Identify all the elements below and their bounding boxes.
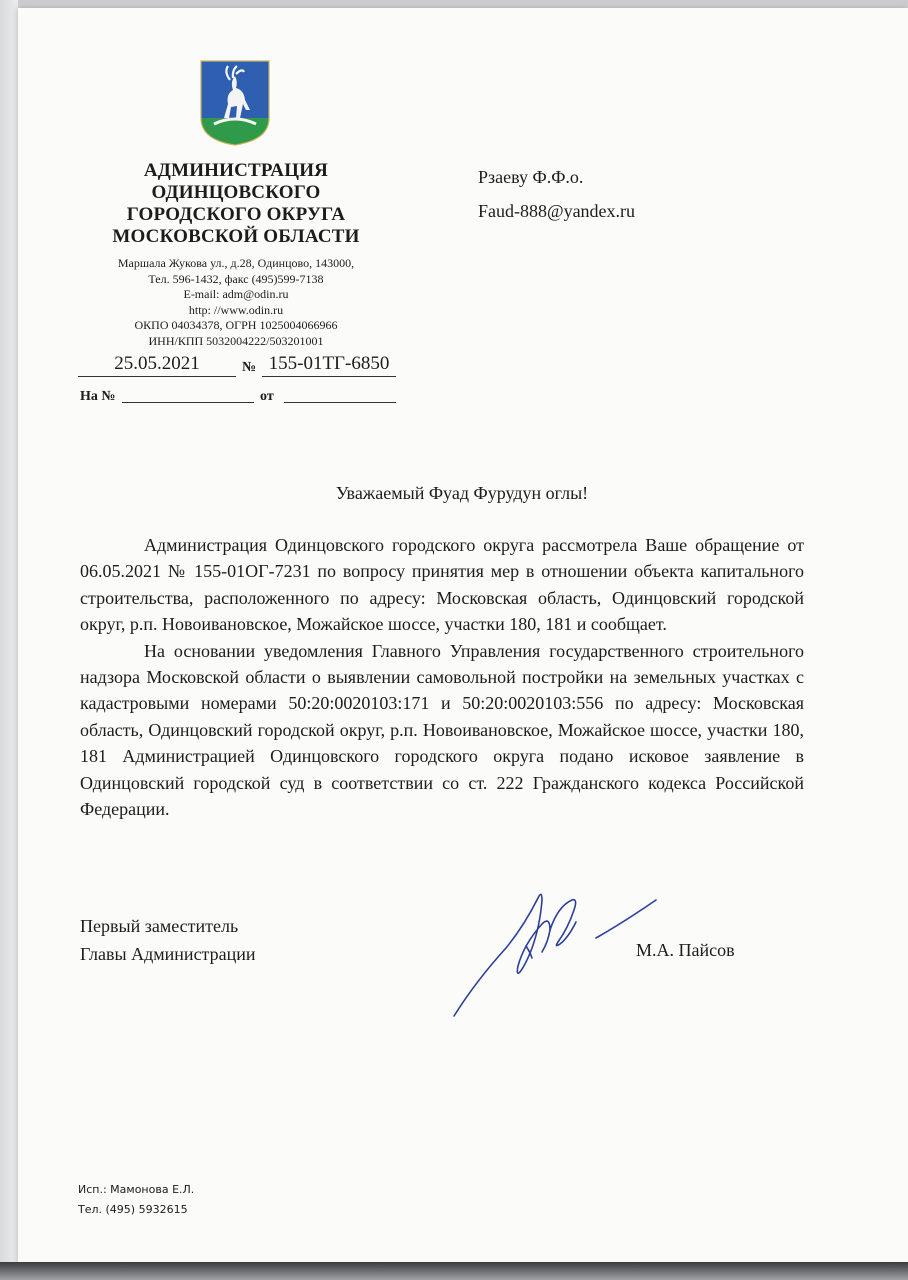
- reply-to-number-label: На №: [80, 389, 116, 404]
- executor-phone: Тел. (495) 5932615: [78, 1203, 188, 1216]
- handwritten-signature: [446, 886, 666, 1022]
- registration-number-label: №: [242, 360, 257, 375]
- letter-greeting: Уважаемый Фуад Фурудун оглы!: [335, 483, 589, 503]
- organization-name-line: МОСКОВСКОЙ ОБЛАСТИ: [112, 226, 360, 247]
- letter-paragraph: На основании уведомления Главного Управления государственного строительного надзора Московской области о выявлении самовольной постройки на земельных участках с кадастровыми номерами 50:20:0020103:171 и 50:20:0020103:556 по адресу: Московская область, Одинцовский городской округ, р.п. Новоивановское, Можайское шоссе, участки 180, 181 Администрацией Одинцовского городского округа подано исковое заявление в Одинцовский городской суд в соответствии со ст. 222 Гражданского кодекса Российской Федерации.: [80, 640, 804, 820]
- organization-name-line: ГОРОДСКОГО ОКРУГА: [126, 204, 346, 225]
- organization-name-line: АДМИНИСТРАЦИЯ: [143, 160, 329, 181]
- registration-date: 25.05.2021: [78, 352, 236, 377]
- executor-block: [78, 1180, 194, 1220]
- signer-title-line: Главы Администрации: [80, 944, 256, 964]
- recipient-block: [478, 160, 635, 228]
- contact-inn: ИНН/КПП 5032004222/503201001: [148, 333, 324, 348]
- letter-body: [80, 532, 804, 822]
- executor-name: Исп.: Мамонова Е.Л.: [78, 1183, 195, 1196]
- scan-background-bottom: [0, 1262, 908, 1280]
- contact-okpo: ОКПО 04034378, ОГРН 1025004066966: [134, 318, 338, 332]
- registration-number: 155-01ТГ-6850: [262, 352, 396, 377]
- signer-title: [80, 912, 256, 968]
- recipient-name: Рзаеву Ф.Ф.о.: [478, 167, 584, 187]
- organization-name: [80, 160, 392, 248]
- contact-website: http: //www.odin.ru: [188, 302, 284, 317]
- reply-to-date-line: [284, 402, 396, 403]
- letter-paragraph: Администрация Одинцовского городского округа рассмотрела Ваше обращение от 06.05.2021 № 155-01ОГ-7231 по вопросу принятия мер в отношении объекта капитального строительства, расположенного по адресу: Московская область, Одинцовский городской округ, р.п. Новоивановское, Можайское шоссе, участки 180, 181 и сообщает.: [80, 535, 804, 635]
- contact-email: E-mail: adm@odin.ru: [183, 287, 289, 301]
- contact-phone: Тел. 596-1432, факс (495)599-7138: [148, 271, 324, 286]
- coat-of-arms-icon: [200, 60, 270, 146]
- signer-name: М.А. Пайсов: [636, 940, 735, 960]
- reply-to-date-label: от: [260, 389, 274, 404]
- recipient-email: Faud-888@yandex.ru: [478, 201, 636, 221]
- contact-address: Маршала Жукова ул., д.28, Одинцово, 143000,: [117, 256, 355, 270]
- scan-background-left: [0, 0, 18, 1264]
- organization-contacts: [80, 256, 392, 349]
- reply-to-number-line: [122, 402, 254, 403]
- organization-name-line: ОДИНЦОВСКОГО: [151, 182, 321, 203]
- signer-title-line: Первый заместитель: [80, 916, 239, 936]
